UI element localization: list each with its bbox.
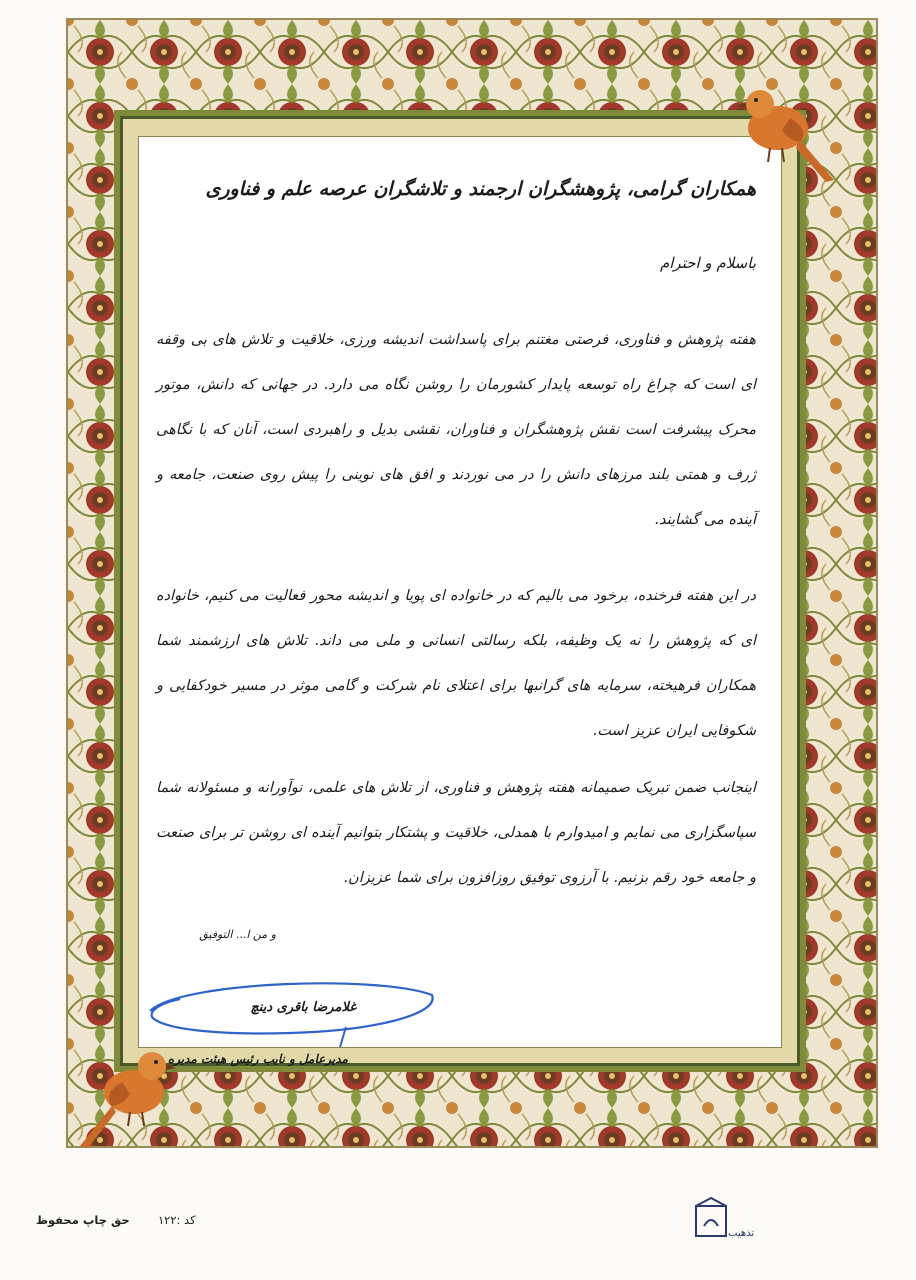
publisher-brand-text: تذهیب [728,1228,755,1239]
letter-paragraph-3: اینجانب ضمن تبریک صمیمانه هفته پژوهش و فناوری، از تلاش های علمی، نوآورانه و مسئولانه شما سپاسگزاری می نمایم و امیدوارم با همدلی، خلاقیت و پشتکار بتوانیم آینده ای روشن تر برای صنعت و جامعه خود رقم بزنیم. با آرزوی توفیق روزافزون برای شما عزیزان. [156,780,756,886]
letter-title: همکاران گرامی، پژوهشگران ارجمند و تلاشگران عرصه علم و فناوری [205,178,756,200]
footer-code: کد :۱۲۲ [158,1213,196,1227]
signer-name: غلامرضا باقری دینچ [250,1000,356,1015]
bird-top-right-icon [730,70,840,190]
letter-paragraph-1: هفته پژوهش و فناوری، فرصتی مغتنم برای پاسداشت اندیشه ورزی، خلاقیت و تلاش های بی وقفه ای است که چراغ راه توسعه پایدار کشورمان را روشن نگاه می دارد. در جهانی که دانش، موتور محرک پیشرفت است نقش پژوهشگران و فناوران، نقشی بدیل و راهبردی است، آنان که با نگاهی ژرف و همتی بلند مرزهای دانش را در می نوردند و افق های نوینی را پیش روی صنعت، جامعه و آینده می گشایند. [156,332,756,528]
footer-copyright: حق چاپ محفوظ [36,1213,130,1227]
letter-greeting: باسلام و احترام [659,254,756,272]
signature-mark [140,975,440,1055]
letter-paragraph-2: در این هفته فرخنده، برخود می بالیم که در خانواده ای پویا و اندیشه محور فعالیت می کنیم، خانواده ای که پژوهش را نه یک وظیفه، بلکه رسالتی انسانی و ملی می داند. تلاش های ارزشمند شما همکاران فرهیخته، سرمایه های گرانبها برای اعتلای نام شرکت و گامی موثر در مسیر خودکفایی و شکوفایی ایران عزیز است. [156,588,756,739]
signer-title: مدیرعامل و نایب رئیس هیئت مدیره [167,1052,348,1066]
letter-closing: و من ا... التوفیق [199,928,276,941]
